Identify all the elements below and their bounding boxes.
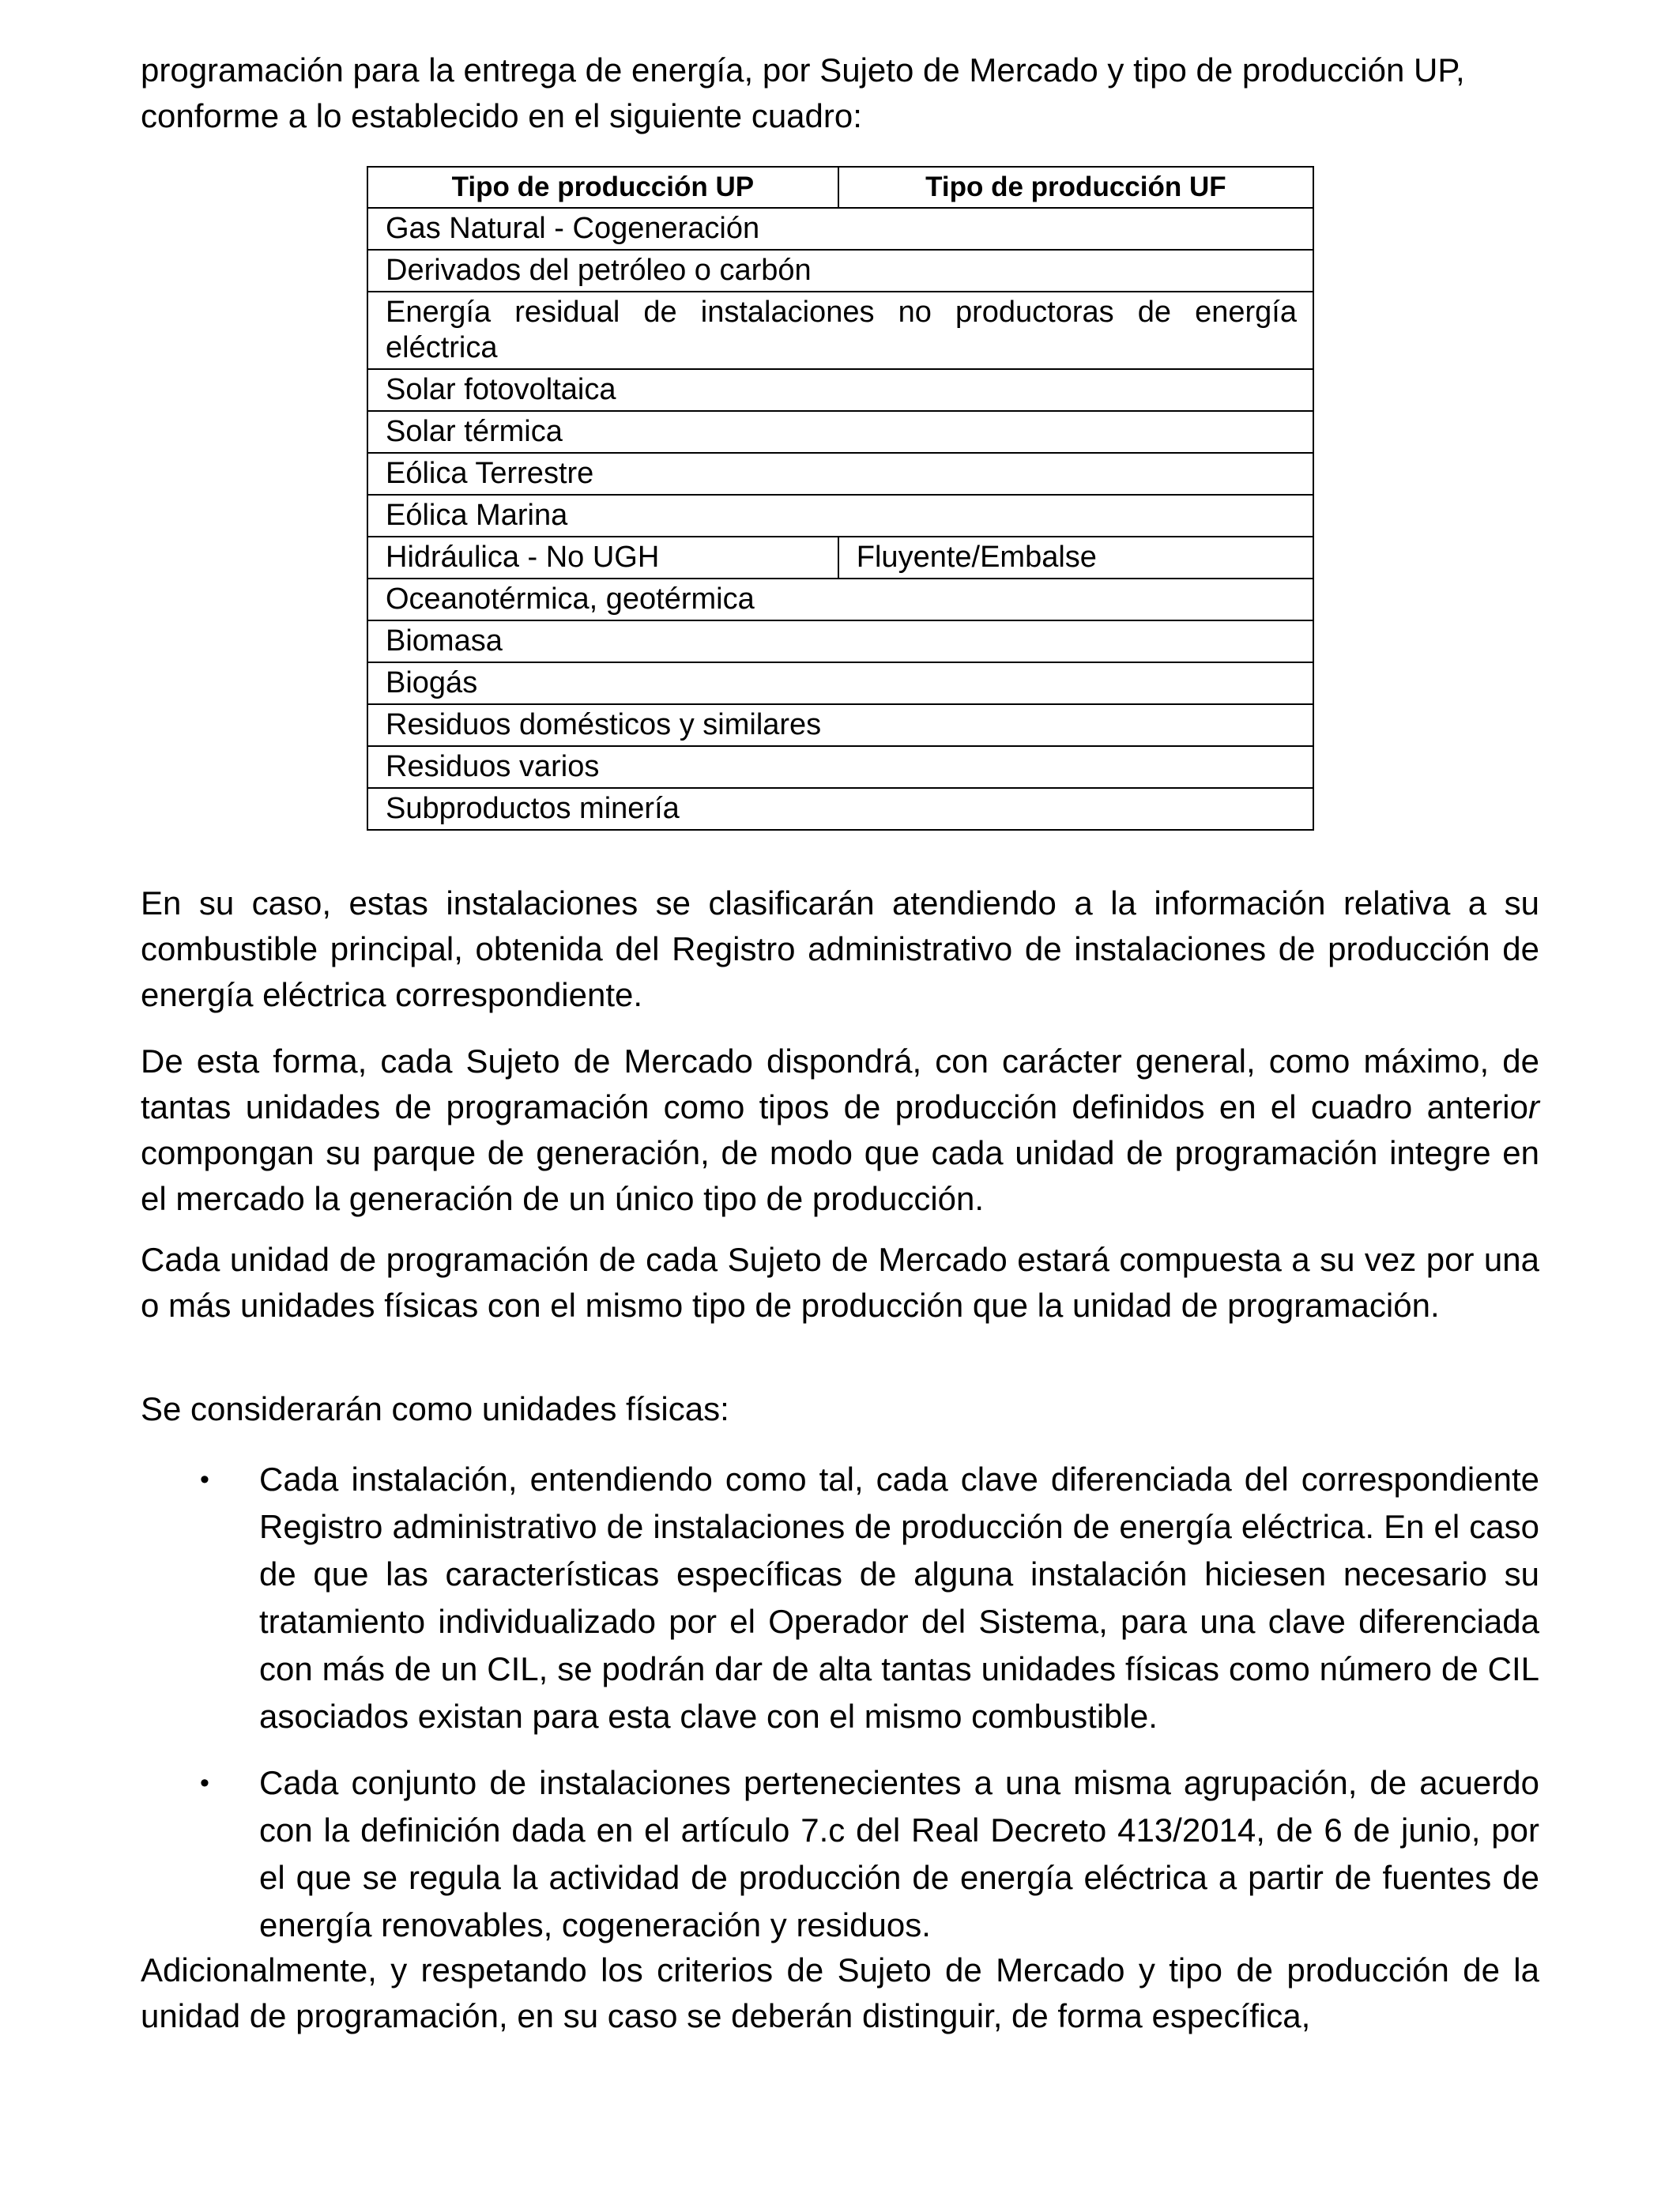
table-row [367, 746, 1313, 788]
table-row [367, 208, 1313, 250]
table-cell-uf: Fluyente/Embalse [838, 537, 1313, 579]
table-cell: Residuos domésticos y similares [367, 704, 1313, 746]
table-row [367, 704, 1313, 746]
table-cell: Subproductos minería [367, 788, 1313, 830]
paragraph-text: compongan su parque de generación, de modo que cada unidad de programación integre en el mercado la generación de un único tipo de producción. [141, 1134, 1539, 1217]
table-cell: Energía residual de instalaciones no productoras de energía eléctrica [367, 292, 1313, 369]
list-item [141, 1456, 1539, 1740]
table-cell: Gas Natural - Cogeneración [367, 208, 1313, 250]
table-row [367, 292, 1313, 369]
paragraph-list-intro: Se considerarán como unidades físicas: [141, 1390, 729, 1427]
table-cell: Eólica Terrestre [367, 453, 1313, 495]
bullet-icon: • [200, 1465, 209, 1495]
table-cell: Hidráulica - No UGH [367, 537, 838, 579]
table-cell: Eólica Marina [367, 495, 1313, 537]
header-tipo-uf: Tipo de producción UF [838, 167, 1313, 208]
table-cell: Derivados del petróleo o carbón [367, 250, 1313, 292]
table-row [367, 495, 1313, 537]
table-row [367, 537, 1313, 579]
paragraph-additional: Adicionalmente, y respetando los criterios de Sujeto de Mercado y tipo de producción de la unidad de programación, en su caso se deberán distinguir, de forma específica, [141, 1951, 1539, 2034]
table-row [367, 411, 1313, 453]
intro-paragraph: programación para la entrega de energía, por Sujeto de Mercado y tipo de producción UP, conforme a lo establecido en el siguiente cuadro: [141, 51, 1465, 134]
table-header-row [367, 167, 1313, 208]
table-row [367, 453, 1313, 495]
table-cell: Solar fotovoltaica [367, 369, 1313, 411]
production-type-table [367, 166, 1314, 831]
header-tipo-up: Tipo de producción UP [367, 167, 838, 208]
table-row [367, 788, 1313, 830]
table-row [367, 620, 1313, 662]
table-row [367, 662, 1313, 704]
table-cell: Biogás [367, 662, 1313, 704]
list-item-text: Cada conjunto de instalaciones pertenecientes a una misma agrupación, de acuerdo con la definición dada en el artículo 7.c del Real Decreto 413/2014, de 6 de junio, por el que se regula la actividad de producción de energía eléctrica a partir de fuentes de energía renovables, cogeneración y residuos. [259, 1764, 1539, 1943]
paragraph-physical-units: Cada unidad de programación de cada Sujeto de Mercado estará compuesta a su vez por una o más unidades físicas con el mismo tipo de producción que la unidad de programación. [141, 1241, 1539, 1324]
list-item-text: Cada instalación, entendiendo como tal, cada clave diferenciada del correspondiente Registro administrativo de instalaciones de producción de energía eléctrica. En el caso de que las características específicas de alguna instalación hiciesen necesario su tratamiento individualizado por el Operador del Sistema, para una clave diferenciada con más de un CIL, se podrán dar de alta tantas unidades físicas como número de CIL asociados existan para esta clave con el mismo combustible. [259, 1461, 1539, 1735]
bullet-icon: • [200, 1768, 209, 1798]
table-cell: Oceanotérmica, geotérmica [367, 579, 1313, 620]
physical-units-list [141, 1456, 1539, 1968]
paragraph-programming-units [141, 1039, 1539, 1222]
paragraph-classification: En su caso, estas instalaciones se clasificarán atendiendo a la información relativa a su combustible principal, obtenida del Registro administrativo de instalaciones de producción de energía eléctrica correspondiente. [141, 884, 1539, 1013]
table-row [367, 369, 1313, 411]
table-cell: Solar térmica [367, 411, 1313, 453]
list-item [141, 1759, 1539, 1949]
table-cell: Residuos varios [367, 746, 1313, 788]
table-row [367, 250, 1313, 292]
table-cell: Biomasa [367, 620, 1313, 662]
italic-letter: r [1528, 1088, 1539, 1125]
paragraph-text: De esta forma, cada Sujeto de Mercado dispondrá, con carácter general, como máximo, de tantas unidades de programación como tipos de producción definidos en el cuadro anterio [141, 1042, 1539, 1125]
table-row [367, 579, 1313, 620]
